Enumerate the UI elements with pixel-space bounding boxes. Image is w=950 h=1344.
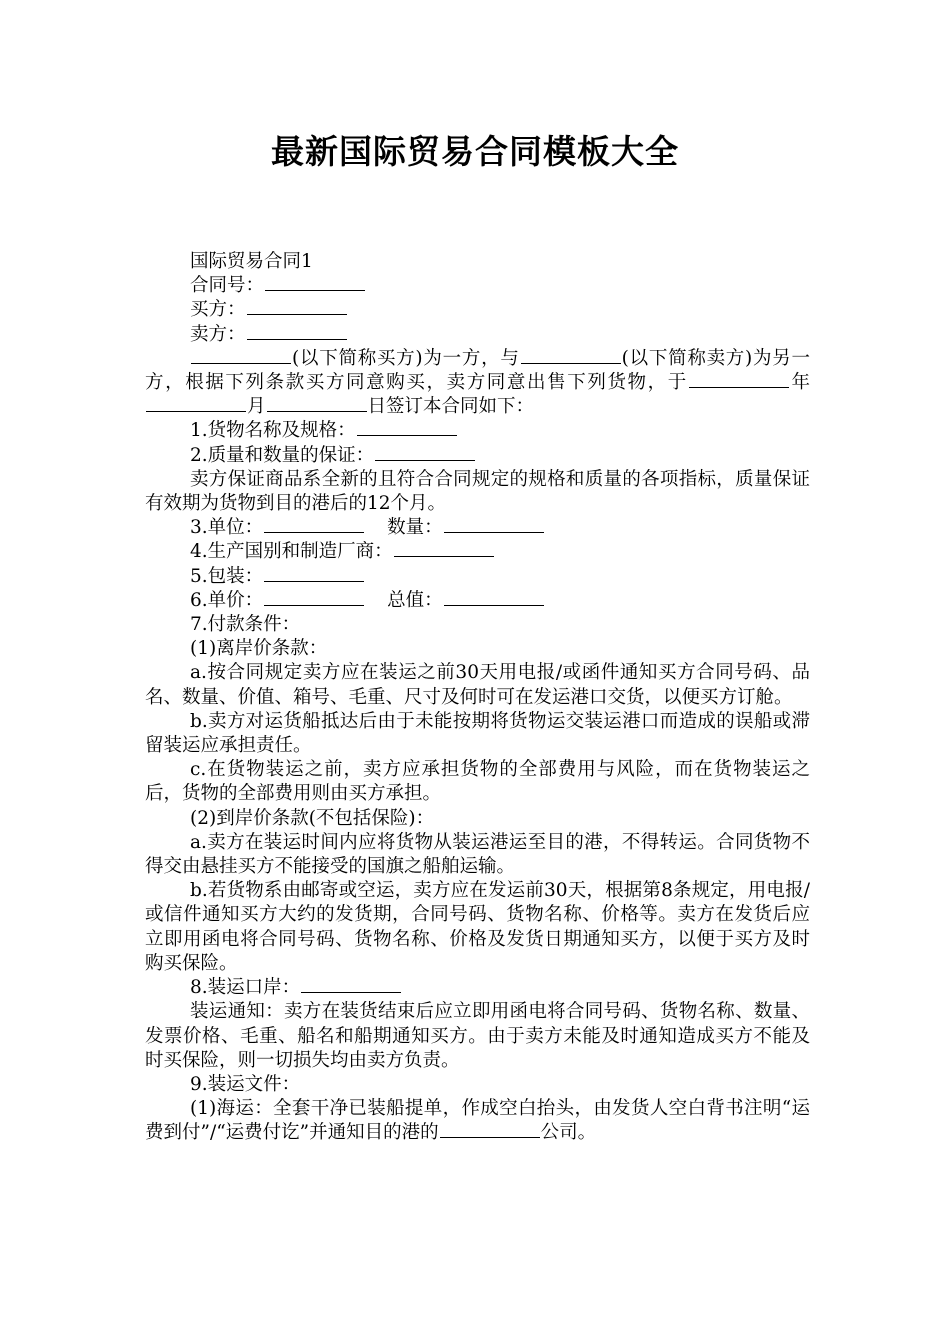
blank-field xyxy=(521,347,621,364)
clause-7-1: (1)离岸价条款： xyxy=(190,638,328,660)
contract-body xyxy=(145,250,810,1146)
blank-field xyxy=(247,298,347,315)
clause-7-2-a: a.卖方在装运时间内应将货物从装运港运至目的港，不得转运。合同货物不得交由悬挂买方不能接受的国旗之船舶运输。 xyxy=(145,831,810,878)
blank-field xyxy=(375,444,475,461)
contract-number-line: 合同号： xyxy=(145,274,810,298)
clause-7-2: (2)到岸价条款(不包括保险)： xyxy=(190,807,435,829)
blank-field xyxy=(394,540,494,557)
clause-7-1-b: b.卖方对运货船抵达后由于未能按期将货物运交装运港口而造成的误船或滞留装运应承担责任。 xyxy=(145,710,810,757)
clause-9: 9.装运文件： xyxy=(190,1073,301,1095)
clause-7: 7.付款条件： xyxy=(190,614,301,636)
clause-1: 1.货物名称及规格： xyxy=(145,419,810,443)
blank-field xyxy=(444,589,544,606)
blank-field xyxy=(265,274,365,291)
clause-8-notice: 装运通知：卖方在装货结束后应立即用函电将合同号码、货物名称、数量、发票价格、毛重、船名和船期通知买方。由于卖方未能及时通知造成买方不能及时买保险，则一切损失均由卖方负责。 xyxy=(145,1001,810,1071)
clause-6: 6.单价： 总值： xyxy=(145,589,810,613)
clause-5: 5.包装： xyxy=(145,565,810,589)
blank-field xyxy=(440,1121,540,1138)
blank-field xyxy=(264,516,364,533)
blank-field xyxy=(357,419,457,436)
blank-field xyxy=(689,371,789,388)
clause-8: 8.装运口岸： xyxy=(145,976,810,1000)
blank-field xyxy=(191,347,291,364)
blank-field xyxy=(267,395,367,412)
blank-field xyxy=(146,395,246,412)
blank-field xyxy=(264,565,364,582)
document-title: 最新国际贸易合同模板大全 xyxy=(271,132,679,171)
clause-4: 4.生产国别和制造厂商： xyxy=(145,540,810,564)
clause-7-1-c: c.在货物装运之前，卖方应承担货物的全部费用与风险，而在货物装运之后，货物的全部费用则由买方承担。 xyxy=(145,759,810,805)
clause-2-text: 卖方保证商品系全新的且符合合同规定的规格和质量的各项指标，质量保证有效期为货物到目的港后的12个月。 xyxy=(145,468,810,515)
contract-heading: 国际贸易合同1 xyxy=(190,251,313,272)
buyer-line: 买方： xyxy=(145,298,810,322)
clause-2: 2.质量和数量的保证： xyxy=(145,444,810,468)
blank-field xyxy=(444,516,544,533)
clause-7-1-a: a.按合同规定卖方应在装运之前30天用电报/或函件通知买方合同号码、品名、数量、价值、箱号、毛重、尺寸及何时可在发运港口交货，以便买方订舱。 xyxy=(145,662,810,708)
clause-3: 3.单位： 数量： xyxy=(145,516,810,540)
blank-field xyxy=(301,976,401,993)
seller-line: 卖方： xyxy=(145,323,810,347)
intro-paragraph: (以下简称买方)为一方，与 (以下简称卖方)为另一方，根据下列条款买方同意购买，卖方同意出售下列货物，于 年月 日签订本合同如下： xyxy=(145,347,811,418)
blank-field xyxy=(264,589,364,606)
blank-field xyxy=(247,323,347,340)
clause-9-1: (1)海运：全套干净已装船提单，作成空白抬头，由发货人空白背书注明“运费到付”/“运费付讫”并通知目的港的 公司。 xyxy=(145,1098,810,1144)
clause-7-2-b: b.若货物系由邮寄或空运，卖方应在发运前30天，根据第8条规定，用电报/或信件通知买方大约的发货期，合同号码、货物名称、价格等。卖方在发货后应立即用函电将合同号码、货物名称、价格及发货日期通知买方，以便于买方及时购买保险。 xyxy=(145,880,810,974)
